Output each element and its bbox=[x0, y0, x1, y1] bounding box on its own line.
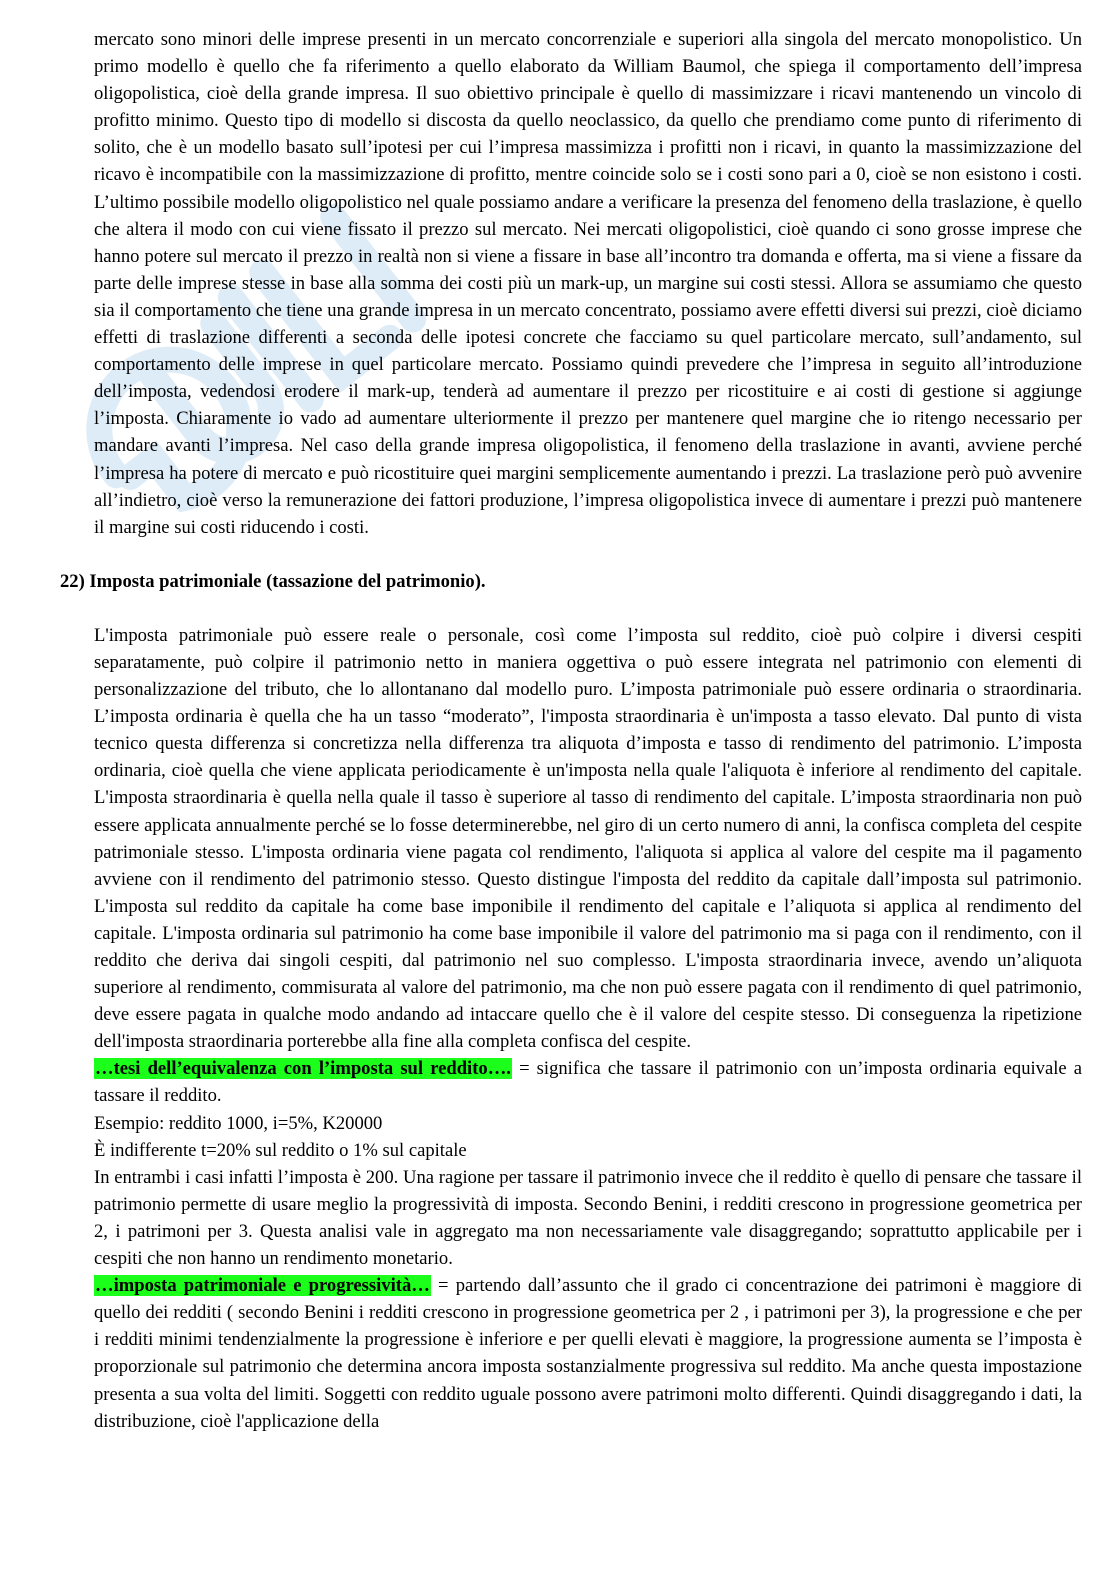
document-body bbox=[60, 26, 1082, 1435]
definition-paragraph bbox=[94, 1272, 1082, 1435]
body-paragraph: L'imposta patrimoniale può essere reale o personale, così come l’imposta sul reddito, cioè può colpire i diversi cespiti separatamente, può colpire il patrimonio netto in maniera oggettiva o può essere integrata nel patrimonio con elementi di personalizzazione del tributo, che lo allontanano dal modello puro. L’imposta patrimoniale può essere ordinaria o straordinaria. L’imposta ordinaria è quella che ha un tasso “moderato”, l'imposta straordinaria è un'imposta a tasso elevato. Dal punto di vista tecnico questa differenza si concretizza nella differenza tra aliquota d’imposta e tasso di rendimento del patrimonio. L’imposta ordinaria, cioè quella che viene applicata periodicamente è un'imposta nella quale l'aliquota è inferiore al rendimento del capitale. L'imposta straordinaria è quella nella quale il tasso è superiore al tasso di rendimento del capitale. L’imposta straordinaria non può essere applicata annualmente perché se lo fosse determinerebbe, nel giro di un certo numero di anni, la confisca completa del cespite patrimoniale stesso. L'imposta ordinaria viene pagata col rendimento, l'aliquota si applica al valore del cespite ma il pagamento avviene con il rendimento del patrimonio stesso. Questo distingue l'imposta del reddito da capitale dall’imposta sul patrimonio. L'imposta sul reddito da capitale ha come base imponibile il rendimento del capitale e l’aliquota si applica al rendimento del capitale. L'imposta ordinaria sul patrimonio ha come base imponibile il valore del patrimonio ma si paga con il rendimento, con il reddito che deriva dai singoli cespiti, dal patrimonio nel suo complesso. L'imposta straordinaria invece, avendo un’aliquota superiore al rendimento, commisurata al valore del patrimonio, ma che non può essere pagata con il rendimento di quel patrimonio, deve essere pagata in qualche modo andando ad intaccare quello che è il valore del cespite stesso. Di conseguenza la ripetizione dell'imposta straordinaria porterebbe alla fine alla completa confisca del cespite. bbox=[94, 624, 1082, 1053]
body-paragraph: In entrambi i casi infatti l’imposta è 200. Una ragione per tassare il patrimonio invece che il reddito è quello di pensare che tassare il patrimonio permette di usare meglio la progressività di imposta. Secondo Benini, i redditi crescono in progressione geometrica per 2, i patrimoni per 3. Questa analisi vale in aggregato ma non necessariamente vale disaggregando; soprattutto applicabile per i cespiti che non hanno un rendimento monetario. bbox=[94, 1166, 1082, 1270]
example-line: È indifferente t=20% sul reddito o 1% sul capitale bbox=[94, 1139, 467, 1161]
highlighted-term: …tesi dell’equivalenza con l’imposta sul reddito…. bbox=[95, 1058, 511, 1080]
example-line: Esempio: reddito 1000, i=5%, K20000 bbox=[94, 1112, 383, 1134]
section-heading: 22) Imposta patrimoniale (tassazione del patrimonio). bbox=[60, 570, 486, 592]
definition-text: = significa che tassare il patrimonio con un’imposta ordinaria equivale a tassare il reddito. bbox=[94, 1058, 1082, 1107]
definition-text: = partendo dall’assunto che il grado ci concentrazione dei patrimoni è maggiore di quello dei redditi ( secondo Benini i redditi crescono in progressione geometrica per 2 , i patrimoni per 3), la progressione e che per i redditi minimi tendenzialmente la progressione è inferiore e per quelli elevati è maggiore, la progressione aumenta se l’imposta è proporzionale sul patrimonio che determina ancora imposta sostanzialmente progressiva sul reddito. Ma anche questa impostazione presenta a sua volta del limiti. Soggetti con reddito uguale possono avere patrimoni molto differenti. Quindi disaggregando i dati, la distribuzione, cioè l'applicazione della bbox=[94, 1275, 1082, 1432]
body-paragraph: mercato sono minori delle imprese presenti in un mercato concorrenziale e superiori alla singola del mercato monopolistico. Un primo modello è quello che fa riferimento a quello elaborato da William Baumol, che spiega il comportamento dell’impresa oligopolistica, cioè della grande impresa. Il suo obiettivo principale è quello di massimizzare i ricavi mantenendo un vincolo di profitto minimo. Questo tipo di modello si discosta da quello neoclassico, da quello che prendiamo come punto di riferimento di solito, che è un modello basato sull’ipotesi per cui l’impresa massimizza i profitti non i ricavi, in quanto la massimizzazione del ricavo è incompatibile con la massimizzazione di profitto, mentre coincide solo se i costi sono pari a 0, cioè se non esistono i costi. L’ultimo possibile modello oligopolistico nel quale possiamo andare a verificare la presenza del fenomeno della traslazione, è quello che altera il modo con cui viene fissato il prezzo sul mercato. Nei mercati oligopolistici, cioè quando ci sono grosse imprese che hanno potere sul mercato il prezzo in realtà non si viene a fissare in base all’incontro tra domanda e offerta, ma si viene a fissare da parte delle imprese stesse in base alla somma dei costi più un mark-up, un margine sui costi stessi. Allora se assumiamo che questo sia il comportamento che tiene una grande impresa in un mercato concentrato, possiamo avere effetti diversi sui prezzi, cioè diciamo effetti di traslazione differenti a seconda delle ipotesi concrete che facciamo su quel particolare mercato, sull’andamento, sul comportamento delle imprese in quel particolare mercato. Possiamo quindi prevedere che l’impresa in seguito all’introduzione dell’imposta, vedendosi erodere il mark-up, tenderà ad aumentare il prezzo per ricostituire e ai costi di gestione si aggiunge l’imposta. Chiaramente io vado ad aumentare ulteriormente il prezzo per mantenere quel margine che io ritengo necessario per mandare avanti l’impresa. Nel caso della grande impresa oligopolistica, il fenomeno della traslazione in avanti, avviene perché l’impresa ha potere di mercato e può ricostituire quei margini semplicemente aumentando i prezzi. La traslazione però può avvenire all’indietro, cioè verso la remunerazione dei fattori produzione, l’impresa oligopolistica invece di aumentare i prezzi può mantenere il margine sui costi riducendo i costi. bbox=[94, 29, 1082, 538]
highlighted-term: …imposta patrimoniale e progressività… bbox=[95, 1275, 430, 1297]
definition-paragraph bbox=[94, 1055, 1082, 1109]
